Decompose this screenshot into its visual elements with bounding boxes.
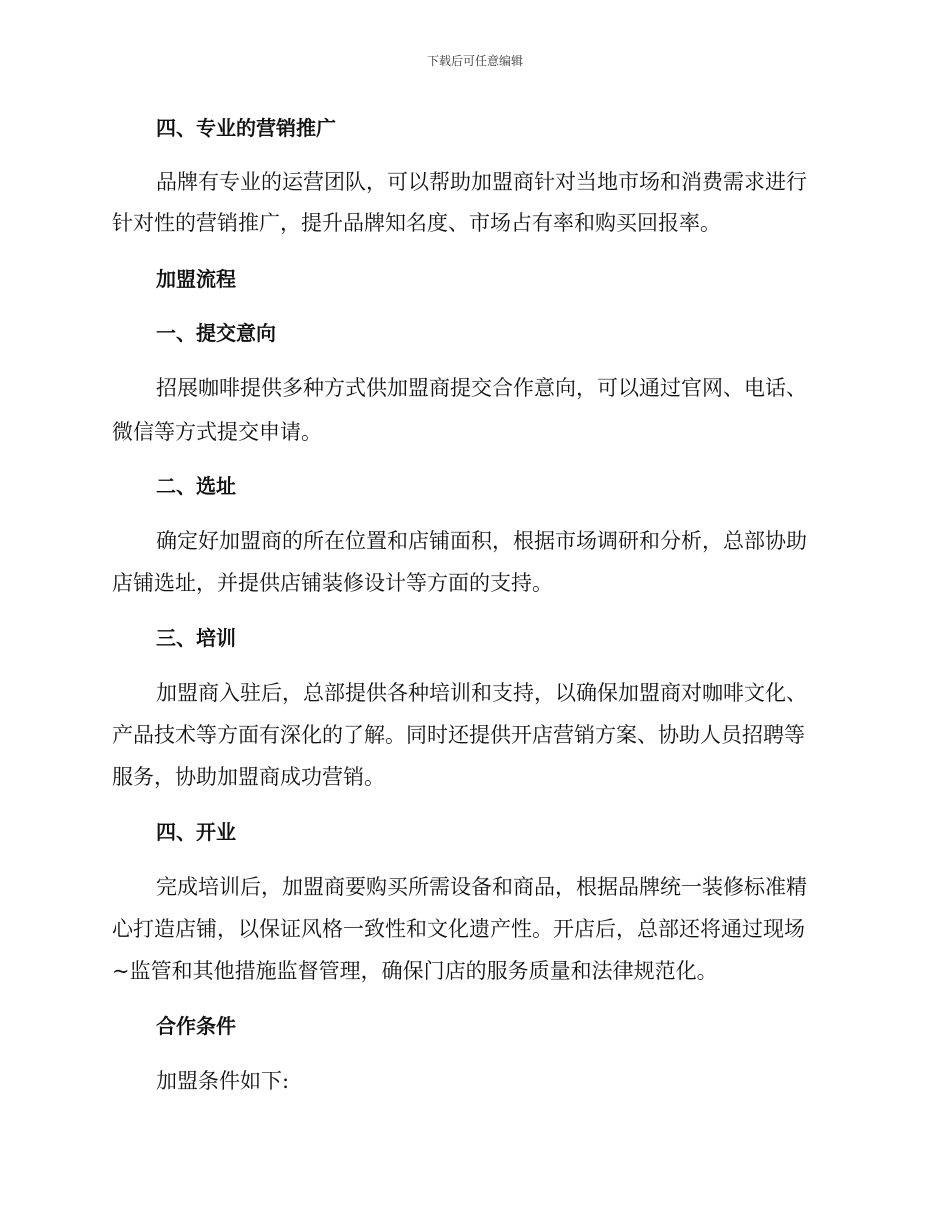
paragraph-line: 招展咖啡提供多种方式供加盟商提交合作意向，可以通过官网、电话、 xyxy=(156,376,807,400)
section-heading-conditions: 合作条件 xyxy=(156,1014,236,1038)
paragraph-line: ~监管和其他措施监督管理，确保门店的服务质量和法律规范化。 xyxy=(112,959,718,983)
paragraph-line: 心打造店铺，以保证风格一致性和文化遗产性。开店后，总部还将通过现场 xyxy=(112,917,805,941)
section-heading-site: 二、选址 xyxy=(156,474,236,498)
paragraph-line: 确定好加盟商的所在位置和店铺面积，根据市场调研和分析，总部协助 xyxy=(156,529,807,553)
section-heading-marketing: 四、专业的营销推广 xyxy=(156,116,336,140)
paragraph-line: 针对性的营销推广，提升品牌知名度、市场占有率和购买回报率。 xyxy=(112,211,721,235)
paragraph-line: 服务，协助加盟商成功营销。 xyxy=(112,765,385,789)
section-heading-training: 三、培训 xyxy=(156,626,236,650)
paragraph-line: 加盟条件如下: xyxy=(156,1069,290,1093)
paragraph-line: 品牌有专业的运营团队，可以帮助加盟商针对当地市场和消费需求进行 xyxy=(156,170,807,194)
page-header-note: 下载后可任意编辑 xyxy=(426,54,523,68)
paragraph-line: 加盟商入驻后，总部提供各种培训和支持，以确保加盟商对咖啡文化、 xyxy=(156,681,807,705)
paragraph-line: 微信等方式提交申请。 xyxy=(112,420,322,444)
paragraph-line: 店铺选址，并提供店铺装修设计等方面的支持。 xyxy=(112,571,553,595)
paragraph-line: 完成培训后，加盟商要购买所需设备和商品，根据品牌统一装修标准精 xyxy=(156,875,807,899)
section-heading-submit: 一、提交意向 xyxy=(156,321,276,345)
section-heading-process: 加盟流程 xyxy=(156,267,236,291)
paragraph-line: 产品技术等方面有深化的了解。同时还提供开店营销方案、协助人员招聘等 xyxy=(112,723,805,747)
section-heading-opening: 四、开业 xyxy=(156,820,236,844)
